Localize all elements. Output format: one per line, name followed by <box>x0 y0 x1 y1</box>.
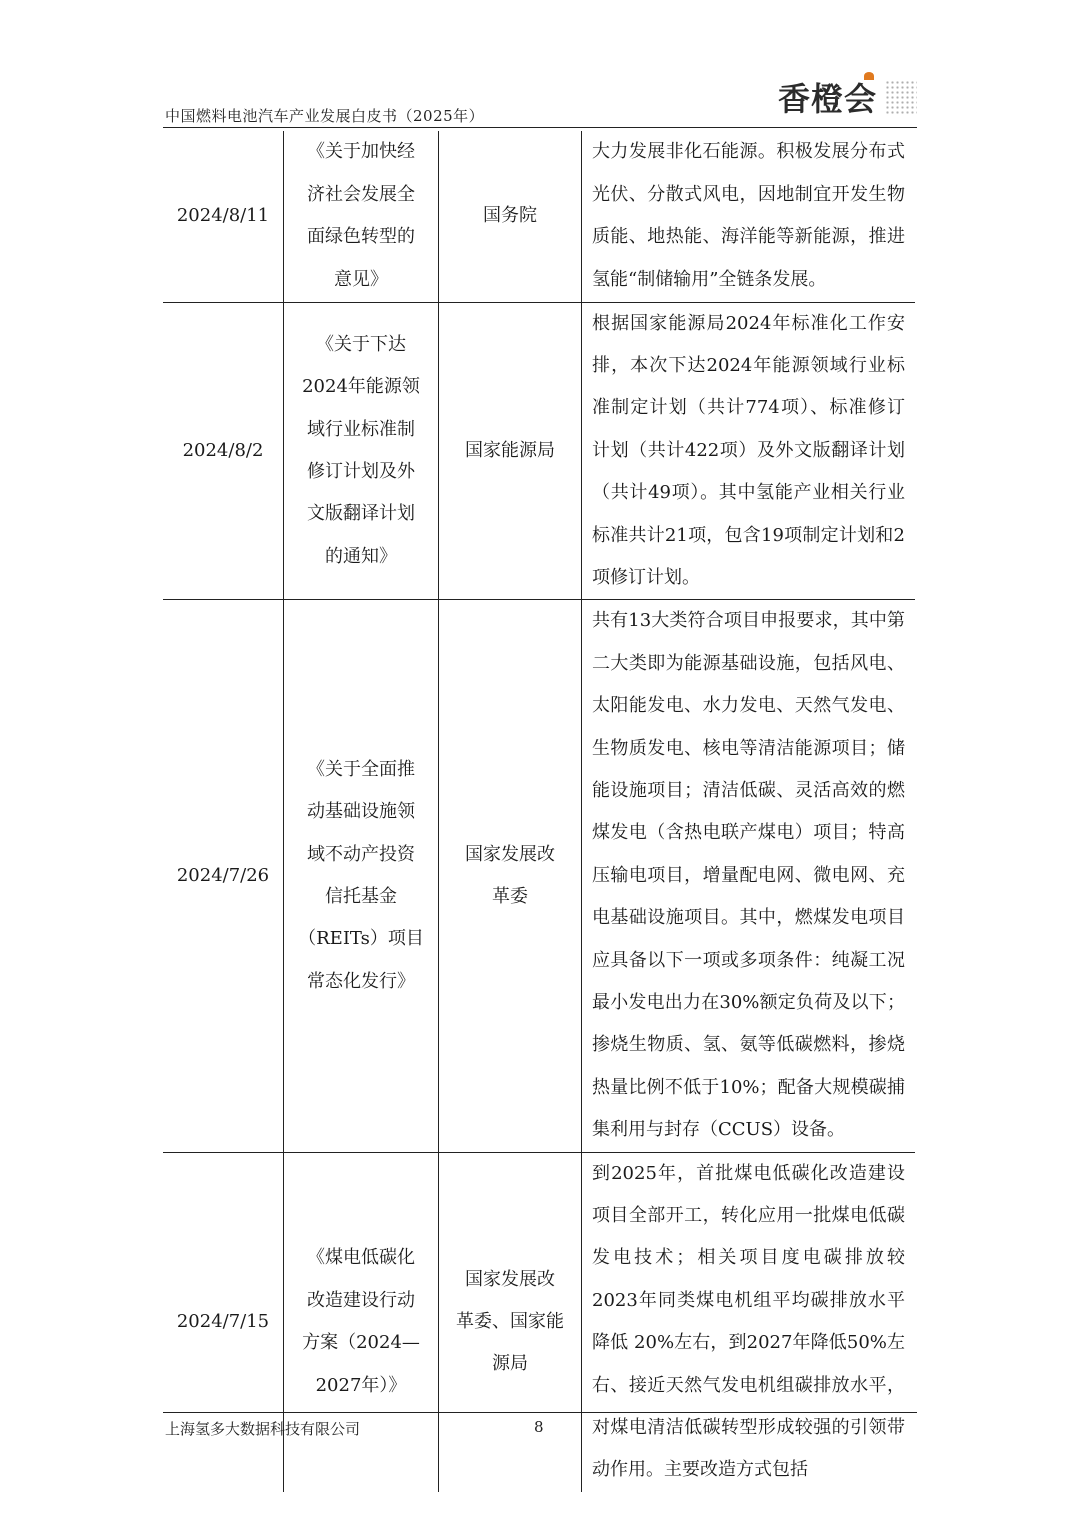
policy-title-cell: 《煤电低碳化 改造建设行动 方案（2024— 2027年）》 <box>284 1152 439 1492</box>
policy-content-cell: 到2025年，首批煤电低碳化改造建设项目全部开工，转化应用一批煤电低碳发电技术；相关项目度电碳排放较2023年同类煤电机组平均碳排放水平降低 20%左右，到2027年降低50%左右、接近天然气发电机组碳排放水平，对煤电清洁低碳转型形成较强的引领带动作用。主要改造方式包括 <box>582 1152 916 1492</box>
document-title: 中国燃料电池汽车产业发展白皮书（2025年） <box>165 107 485 125</box>
issuing-org-cell: 国务院 <box>439 131 582 302</box>
logo-text: 香橙会 <box>778 80 878 118</box>
policy-content-cell: 共有13大类符合项目申报要求，其中第二大类即为能源基础设施，包括风电、太阳能发电、水力发电、天然气发电、生物质发电、核电等清洁能源项目；储能设施项目；清洁低碳、灵活高效的燃煤发电（含热电联产煤电）项目；特高压输电项目，增量配电网、微电网、充电基础设施项目。其中，燃煤发电项目应具备以下一项或多项条件：纯凝工况最小发电出力在30%额定负荷及以下；掺烧生物质、氢、氨等低碳燃料，掺烧热量比例不低于10%；配备大规模碳捕集利用与封存（CCUS）设备。 <box>582 600 916 1152</box>
policy-title-cell: 《关于下达 2024年能源领 域行业标准制 修订计划及外 文版翻译计划 的通知》 <box>284 302 439 600</box>
issuing-org-cell: 国家发展改 革委、国家能 源局 <box>439 1152 582 1492</box>
date-cell: 2024/7/15 <box>163 1152 284 1492</box>
table-row <box>163 302 915 600</box>
logo-dot-pattern <box>885 80 917 114</box>
policy-content-cell: 根据国家能源局2024年标准化工作安排，本次下达2024年能源领域行业标准制定计划（共计774项）、标准修订计划（共计422项）及外文版翻译计划（共计49项）。其中氢能产业相关行业标准共计21项，包含19项制定计划和2项修订计划。 <box>582 302 916 600</box>
policy-title-cell: 《关于加快经 济社会发展全 面绿色转型的 意见》 <box>284 131 439 302</box>
policy-title-cell: 《关于全面推 动基础设施领 域不动产投资 信托基金 （REITs）项目 常态化发行》 <box>284 600 439 1152</box>
brand-logo <box>778 72 918 120</box>
table-row <box>163 600 915 1152</box>
page-number: 8 <box>534 1418 544 1436</box>
table-row <box>163 131 915 302</box>
logo-accent-mark <box>864 72 874 80</box>
issuing-org-cell: 国家发展改 革委 <box>439 600 582 1152</box>
footer-divider <box>163 1412 917 1413</box>
header-divider <box>163 127 917 128</box>
date-cell: 2024/7/26 <box>163 600 284 1152</box>
policy-table <box>163 131 915 1492</box>
table-row <box>163 1152 915 1492</box>
date-cell: 2024/8/2 <box>163 302 284 600</box>
policy-content-cell: 大力发展非化石能源。积极发展分布式光伏、分散式风电，因地制宜开发生物质能、地热能、海洋能等新能源，推进氢能“制储输用”全链条发展。 <box>582 131 916 302</box>
footer-company: 上海氢多大数据科技有限公司 <box>165 1420 361 1438</box>
issuing-org-cell: 国家能源局 <box>439 302 582 600</box>
date-cell: 2024/8/11 <box>163 131 284 302</box>
